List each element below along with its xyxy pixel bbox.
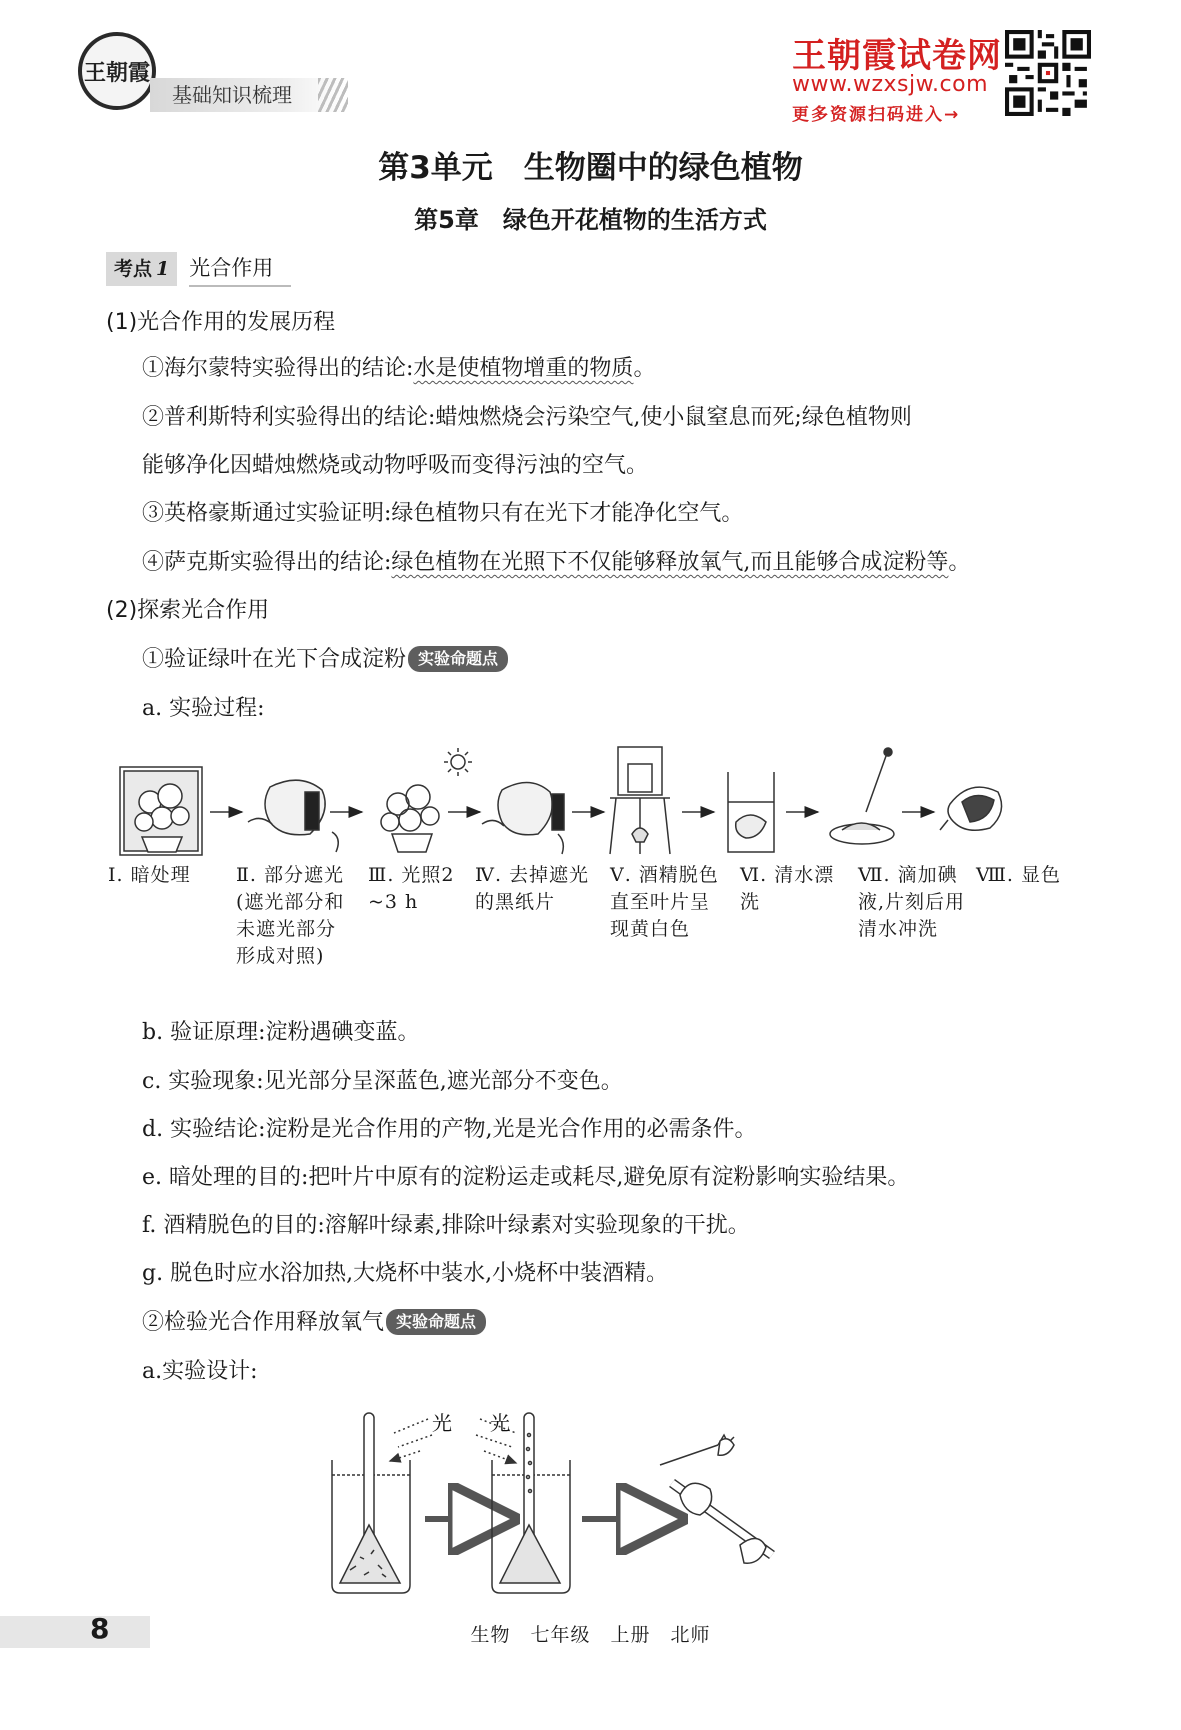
history-item-1: ①海尔蒙特实验得出的结论:水是使植物增重的物质。	[142, 356, 656, 381]
glowing-splint-test-icon	[660, 1435, 772, 1563]
light-label-1: 光	[432, 1411, 452, 1435]
beaker-setup-1	[332, 1413, 410, 1593]
step-caption-4: Ⅳ. 去掉遮光的黑纸片	[475, 864, 590, 913]
point-d: d. 实验结论:淀粉是光合作用的产物,光是光合作用的必需条件。	[142, 1117, 757, 1142]
point-c: c. 实验现象:见光部分呈深蓝色,遮光部分不变色。	[142, 1069, 623, 1094]
oxygen-experiment-diagram	[320, 1405, 880, 1600]
point-b: b. 验证原理:淀粉遇碘变蓝。	[142, 1020, 420, 1045]
experiment-process-diagram	[110, 742, 1070, 864]
tab-decoration	[318, 78, 348, 112]
design-label: a.实验设计:	[142, 1359, 258, 1384]
exam-point-badge: 实验命题点	[386, 1309, 486, 1335]
section-label: 基础知识梳理	[150, 78, 345, 112]
unit-title: 第3单元 生物圈中的绿色植物	[378, 150, 803, 186]
history-item-3: ③英格豪斯通过实验证明:绿色植物只有在光下才能净化空气。	[142, 501, 744, 526]
section1-heading: (1)光合作用的发展历程	[106, 310, 336, 335]
step-caption-3: Ⅲ. 光照2~3 h	[368, 864, 455, 913]
step-caption-2: Ⅱ. 部分遮光(遮光部分和未遮光部分形成对照)	[236, 864, 345, 967]
kaodian-name: 光合作用	[189, 251, 291, 287]
stained-leaf-icon	[940, 787, 1002, 830]
leaf-shading-icon	[248, 780, 338, 852]
experiment2-title: ②检验光合作用释放氧气 实验命题点	[142, 1308, 486, 1338]
history-item-2-cont: 能够净化因蜡烛燃烧或动物呼吸而变得污浊的空气。	[142, 453, 649, 478]
brand-url[interactable]: www.wzxsjw.com	[792, 72, 989, 97]
kaodian-label: 考点 1	[106, 252, 177, 286]
point-f: f. 酒精脱色的目的:溶解叶绿素,排除叶绿素对实验现象的干扰。	[142, 1213, 750, 1238]
book-info: 生物 七年级 上册 北师	[470, 1624, 711, 1646]
beaker-setup-2	[492, 1413, 570, 1593]
remove-paper-icon	[482, 782, 564, 854]
chapter-title: 第5章 绿色开花植物的生活方式	[414, 206, 767, 234]
dark-treatment-icon	[120, 767, 202, 855]
alcohol-bath-icon	[610, 747, 670, 854]
brand-name: 王朝霞试卷网	[792, 36, 1002, 76]
plant-in-light-icon	[381, 748, 472, 852]
point-g: g. 脱色时应水浴加热,大烧杯中装水,小烧杯中装酒精。	[142, 1261, 669, 1286]
key-conclusion: 水是使植物增重的物质	[413, 356, 634, 381]
section2-heading: (2)探索光合作用	[106, 598, 270, 623]
kaodian-header	[106, 252, 291, 286]
exam-point-badge: 实验命题点	[408, 646, 508, 672]
history-item-4: ④萨克斯实验得出的结论:绿色植物在光照下不仅能够释放氧气,而且能够合成淀粉等。	[142, 550, 971, 575]
point-e: e. 暗处理的目的:把叶片中原有的淀粉运走或耗尽,避免原有淀粉影响实验结果。	[142, 1165, 910, 1190]
iodine-dropper-icon	[830, 748, 894, 844]
process-label: a. 实验过程:	[142, 696, 265, 721]
rinse-beaker-icon	[728, 772, 774, 852]
step-caption-8: Ⅷ. 显色	[976, 864, 1062, 886]
history-item-2: ②普利斯特利实验得出的结论:蜡烛燃烧会污染空气,使小鼠窒息而死;绿色植物则	[142, 405, 912, 430]
key-conclusion: 绿色植物在光照下不仅能够释放氧气,而且能够合成淀粉等	[391, 550, 949, 575]
brand-more-link[interactable]: 更多资源扫码进入→	[792, 105, 961, 125]
qr-code-icon[interactable]	[1005, 30, 1091, 116]
logo-text: 王朝霞	[83, 59, 150, 86]
experiment1-title: ①验证绿叶在光下合成淀粉 实验命题点	[142, 645, 508, 675]
page-number: 8	[90, 1612, 110, 1645]
light-label-2: 光	[490, 1411, 510, 1435]
step-caption-7: Ⅶ. 滴加碘液,片刻后用清水冲洗	[858, 864, 966, 940]
step-caption-5: Ⅴ. 酒精脱色直至叶片呈现黄白色	[610, 864, 719, 940]
step-caption-1: Ⅰ. 暗处理	[108, 864, 191, 886]
publisher-logo	[78, 32, 156, 110]
step-caption-6: Ⅵ. 清水漂洗	[740, 864, 835, 913]
